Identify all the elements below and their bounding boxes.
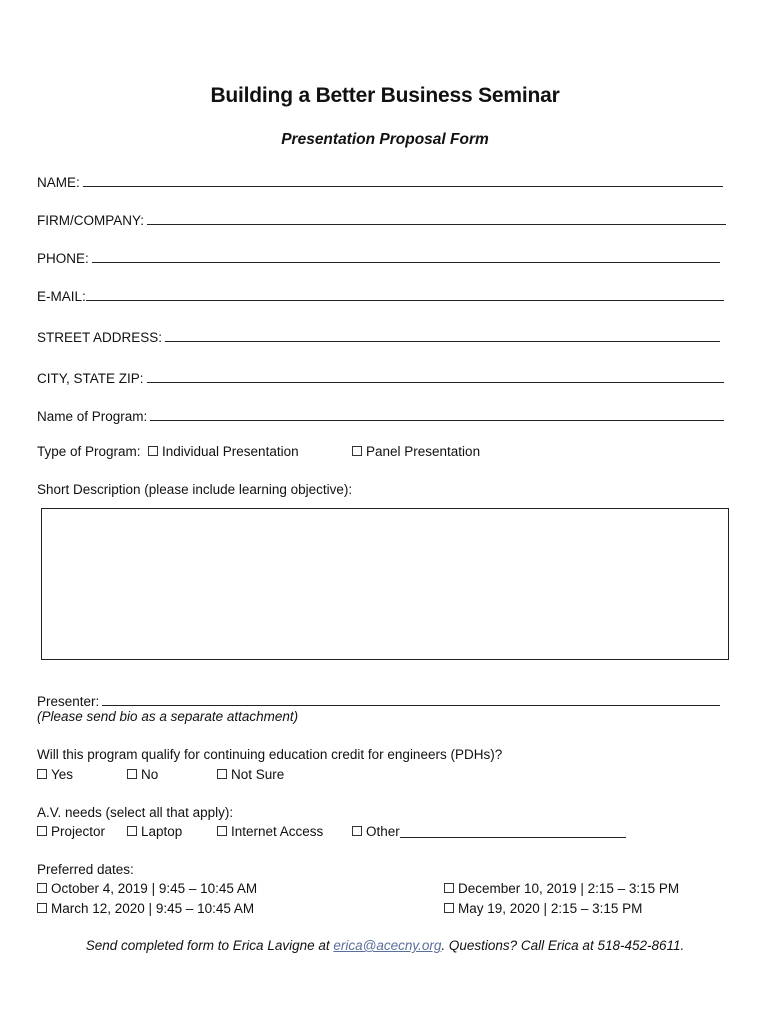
checkbox-icon[interactable] xyxy=(37,826,47,836)
firm-field[interactable] xyxy=(37,208,726,228)
presenter-input-line[interactable] xyxy=(102,705,720,706)
program-name-label: Name of Program: xyxy=(37,409,148,424)
form-subtitle: Presentation Proposal Form xyxy=(281,131,489,148)
pdh-not-sure-option[interactable] xyxy=(217,767,284,782)
av-other-input-line[interactable] xyxy=(400,837,626,838)
city-label: CITY, STATE ZIP: xyxy=(37,371,144,386)
phone-input-line[interactable] xyxy=(92,262,720,263)
date-oct-label: October 4, 2019 | 9:45 – 10:45 AM xyxy=(51,881,258,896)
checkbox-icon[interactable] xyxy=(127,826,137,836)
checkbox-icon[interactable] xyxy=(217,826,227,836)
checkbox-icon[interactable] xyxy=(37,883,47,893)
email-input-line[interactable] xyxy=(86,300,724,301)
dates-label: Preferred dates: xyxy=(37,862,134,877)
firm-label: FIRM/COMPANY: xyxy=(37,213,145,228)
email-label: E-MAIL: xyxy=(37,289,86,304)
checkbox-icon[interactable] xyxy=(148,446,158,456)
checkbox-icon[interactable] xyxy=(217,769,227,779)
name-label: NAME: xyxy=(37,175,80,190)
firm-input-line[interactable] xyxy=(147,224,726,225)
checkbox-icon[interactable] xyxy=(37,903,47,913)
phone-label: PHONE: xyxy=(37,251,89,266)
date-option-may[interactable] xyxy=(444,901,642,916)
individual-presentation-label: Individual Presentation xyxy=(162,444,299,459)
av-laptop-label: Laptop xyxy=(141,824,183,839)
footer-before: Send completed form to Erica Lavigne at xyxy=(85,938,334,953)
email-field[interactable] xyxy=(37,284,724,304)
name-field[interactable] xyxy=(37,170,723,190)
pdh-yes-option[interactable] xyxy=(37,767,73,782)
description-textarea[interactable] xyxy=(41,508,729,660)
date-mar-label: March 12, 2020 | 9:45 – 10:45 AM xyxy=(51,901,255,916)
date-option-dec[interactable] xyxy=(444,881,679,896)
checkbox-icon[interactable] xyxy=(444,903,454,913)
email-link[interactable]: erica@acecny.org xyxy=(333,938,442,953)
presenter-note: (Please send bio as a separate attachment) xyxy=(37,709,299,724)
av-laptop-option[interactable] xyxy=(127,824,182,839)
presenter-field[interactable] xyxy=(37,689,720,709)
city-field[interactable] xyxy=(37,366,724,386)
panel-presentation-option[interactable] xyxy=(352,444,480,459)
phone-field[interactable] xyxy=(37,246,720,266)
av-needs-label: A.V. needs (select all that apply): xyxy=(37,805,234,820)
program-name-field[interactable] xyxy=(37,404,724,424)
checkbox-icon[interactable] xyxy=(352,446,362,456)
pdh-yes-label: Yes xyxy=(51,767,74,782)
date-option-mar[interactable] xyxy=(37,901,254,916)
av-projector-label: Projector xyxy=(51,824,106,839)
description-label: Short Description (please include learning objective): xyxy=(37,482,353,497)
city-input-line[interactable] xyxy=(147,382,724,383)
street-field[interactable] xyxy=(37,325,720,345)
av-internet-label: Internet Access xyxy=(231,824,324,839)
pdh-no-option[interactable] xyxy=(127,767,158,782)
pdh-question: Will this program qualify for continuing education credit for engineers (PDHs)? xyxy=(37,747,503,762)
presenter-label: Presenter: xyxy=(37,694,100,709)
panel-presentation-label: Panel Presentation xyxy=(366,444,481,459)
footer-after: . Questions? Call Erica at 518-452-8611. xyxy=(441,938,685,953)
av-internet-option[interactable] xyxy=(217,824,323,839)
date-may-label: May 19, 2020 | 2:15 – 3:15 PM xyxy=(458,901,643,916)
date-option-oct[interactable] xyxy=(37,881,257,896)
pdh-not-sure-label: Not Sure xyxy=(231,767,285,782)
checkbox-icon[interactable] xyxy=(444,883,454,893)
checkbox-icon[interactable] xyxy=(127,769,137,779)
street-input-line[interactable] xyxy=(165,341,720,342)
checkbox-icon[interactable] xyxy=(37,769,47,779)
pdh-no-label: No xyxy=(141,767,159,782)
program-name-input-line[interactable] xyxy=(150,420,724,421)
type-of-program-label: Type of Program: xyxy=(37,444,141,459)
street-label: STREET ADDRESS: xyxy=(37,330,163,345)
form-title: Building a Better Business Seminar xyxy=(210,84,560,107)
av-other-option[interactable] xyxy=(352,824,626,839)
footer-text xyxy=(0,938,770,953)
date-dec-label: December 10, 2019 | 2:15 – 3:15 PM xyxy=(458,881,680,896)
checkbox-icon[interactable] xyxy=(352,826,362,836)
av-projector-option[interactable] xyxy=(37,824,105,839)
individual-presentation-option[interactable] xyxy=(148,444,299,459)
name-input-line[interactable] xyxy=(83,186,723,187)
av-other-label: Other xyxy=(366,824,400,839)
